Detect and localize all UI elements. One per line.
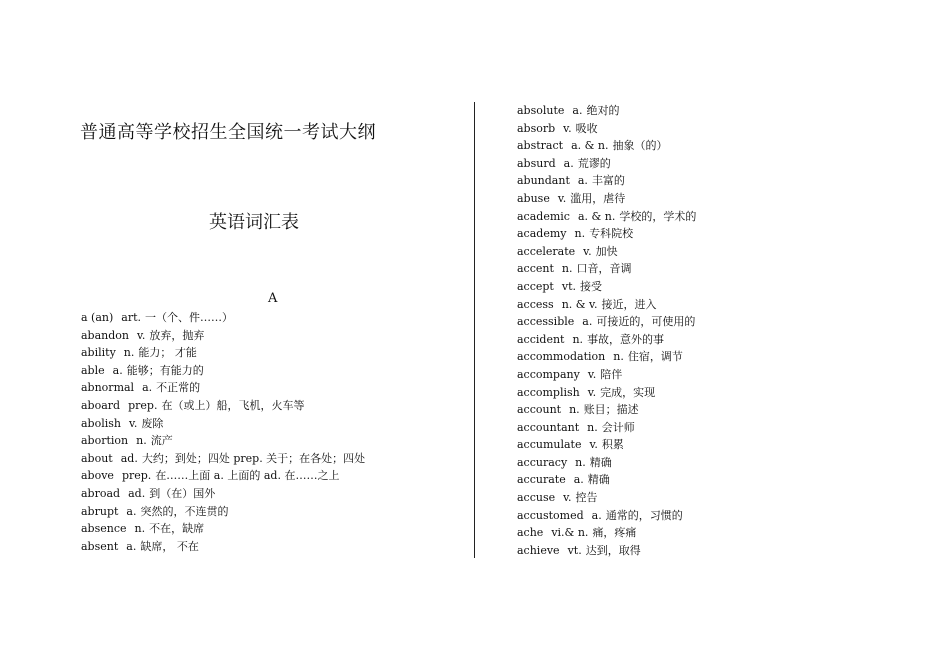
definition: 积累 [601,438,624,452]
definition: 滥用，虐待 [570,191,626,205]
vocab-word: accident [517,332,565,346]
vocab-entry [517,155,696,173]
vocab-word: a (an) [81,311,114,324]
vocab-entry [517,172,696,190]
part-of-speech: a. [126,504,137,518]
definition: 在（或上）船，飞机，火车等 [161,398,305,412]
definition: 加快 [595,244,618,258]
part-of-speech: n. [136,434,147,448]
vocab-entry [517,436,696,454]
vocab-word: abortion [81,434,129,448]
definition: 会计师 [601,420,635,434]
definition: 精确 [587,473,610,487]
vocab-entry [81,327,365,345]
definition: 大约；到处；四处 prep. 关于；在各处；四处 [141,451,366,465]
vocab-entry [81,309,365,327]
vocab-entry [517,542,696,560]
vocab-word: accomplish [517,385,580,399]
part-of-speech: prep. [128,398,158,412]
vocab-word: accent [517,262,554,276]
vocab-word: access [517,297,554,311]
vocab-word: accept [517,279,554,293]
definition: 住宿，调节 [627,350,683,364]
vocab-entry [517,507,696,525]
vocab-entry [517,419,696,437]
vocab-entry [517,454,696,472]
vocab-word: accommodation [517,350,606,364]
vocab-entry [81,415,365,433]
vocab-word: absent [81,539,119,553]
definition: 抽象（的） [612,139,668,153]
vocab-entry [517,471,696,489]
vocab-word: abundant [517,174,570,188]
definition: 突然的，不连贯的 [140,504,229,518]
part-of-speech: n. [574,227,586,241]
vocab-entry [81,538,365,556]
part-of-speech: v. [583,244,592,258]
part-of-speech: vi.& n. [551,526,589,540]
part-of-speech: v. [557,191,567,205]
vocab-word: accuse [517,491,556,505]
part-of-speech: a. [142,381,153,395]
vocab-word: absence [81,522,127,536]
definition: 废除 [141,416,164,430]
part-of-speech: vt. [561,279,576,293]
part-of-speech: v. [589,438,598,452]
vocab-entry [517,137,696,155]
vocab-entry [517,524,696,542]
definition: 专科院校 [589,227,634,241]
vocab-word: account [517,403,562,417]
vocab-entry [517,190,696,208]
part-of-speech: a. & n. [571,139,609,153]
vocab-entry [81,432,365,450]
vocab-word: accessible [517,315,575,329]
vocab-entry [81,379,365,397]
vocab-word: achieve [517,543,560,557]
vocab-word: abrupt [81,504,119,518]
part-of-speech: prep. [121,469,152,483]
definition: 陪伴 [600,367,623,381]
vocab-word: above [81,469,114,483]
part-of-speech: n. [561,262,573,276]
vocab-word: abroad [81,486,121,500]
part-of-speech: art. [121,311,142,324]
part-of-speech: v. [129,416,138,430]
part-of-speech: v. [587,385,597,399]
part-of-speech: a. & n. [577,209,616,223]
part-of-speech: ad. [128,486,146,500]
part-of-speech: a. [126,539,137,553]
left-word-list [81,309,365,555]
vocab-word: accumulate [517,438,582,452]
definition: 流产 [150,434,173,448]
vocab-entry [517,366,696,384]
vocab-entry [517,384,696,402]
vocab-word: accurate [517,473,566,487]
vocab-word: absolute [517,104,565,117]
definition: 通常的，习惯的 [605,508,683,522]
vocab-entry [517,348,696,366]
vocab-entry [517,331,696,349]
definition: 一（个、件……） [145,311,234,324]
vocab-word: abandon [81,328,129,342]
vocab-word: accustomed [517,508,584,522]
part-of-speech: n. [587,420,598,434]
definition: 在……上面 a. 上面的 ad. 在……之上 [155,469,340,483]
part-of-speech: v. [563,491,572,505]
vocab-entry [517,243,696,261]
definition: 精确 [589,455,612,469]
vocab-entry [517,102,696,120]
vocab-word: absorb [517,121,556,135]
definition: 接受 [580,279,602,293]
vocab-entry [517,225,696,243]
vocab-entry [517,120,696,138]
vocab-word: abnormal [81,381,135,395]
definition: 不在，缺席 [149,522,205,536]
vocab-word: accompany [517,367,580,381]
part-of-speech: vt. [567,543,582,557]
vocab-entry [517,401,696,419]
definition: 学校的，学术的 [619,209,697,223]
part-of-speech: a. [573,473,584,487]
vocab-word: about [81,451,113,465]
right-word-list [517,102,696,559]
part-of-speech: n. [613,350,624,364]
vocab-word: academy [517,227,567,241]
definition: 账目；描述 [583,403,639,417]
vocab-entry [81,450,365,468]
part-of-speech: a. [112,363,123,377]
vocab-entry [517,260,696,278]
vocab-word: able [81,363,105,377]
vocab-entry [81,397,365,415]
part-of-speech: n. [569,403,580,417]
part-of-speech: n. & v. [561,297,598,311]
part-of-speech: ad. [120,451,138,465]
definition: 到（在）国外 [149,486,216,500]
vocab-entry [517,208,696,226]
definition: 荒谬的 [577,156,611,170]
vocab-entry [81,362,365,380]
vocab-word: abolish [81,416,121,430]
part-of-speech: a. [572,104,583,117]
vocab-entry [81,520,365,538]
column-divider [474,102,475,558]
part-of-speech: a. [582,315,593,329]
definition: 口音，音调 [576,262,632,276]
vocab-entry [517,278,696,296]
vocab-entry [517,296,696,314]
part-of-speech: v. [563,121,572,135]
section-letter: A [268,291,278,306]
definition: 达到，取得 [585,543,641,557]
definition: 完成，实现 [600,385,656,399]
definition: 绝对的 [586,104,620,117]
vocab-entry [81,485,365,503]
vocab-entry [517,313,696,331]
vocab-word: ache [517,526,544,540]
definition: 可接近的，可使用的 [596,315,696,329]
vocabulary-subtitle: 英语词汇表 [209,212,299,233]
vocab-word: accuracy [517,455,568,469]
definition: 丰富的 [591,174,625,188]
part-of-speech: n. [575,455,586,469]
vocab-entry [81,467,365,485]
vocab-word: abstract [517,139,564,153]
definition: 接近，进入 [601,297,657,311]
vocab-word: abuse [517,191,550,205]
part-of-speech: v. [587,367,597,381]
part-of-speech: v. [137,328,146,342]
definition: 能够；有能力的 [126,363,204,377]
definition: 能力； 才能 [138,346,197,360]
vocab-entry [81,503,365,521]
part-of-speech: n. [123,346,135,360]
page-title: 普通高等学校招生全国统一考试大纲 [80,122,376,143]
definition: 控告 [575,491,598,505]
definition: 缺席， 不在 [140,539,199,553]
definition: 吸收 [575,121,598,135]
vocab-word: accelerate [517,244,576,258]
vocab-entry [517,489,696,507]
vocab-word: ability [81,346,116,360]
vocab-word: academic [517,209,570,223]
definition: 痛，疼痛 [592,526,637,540]
part-of-speech: a. [577,174,588,188]
part-of-speech: n. [134,522,146,536]
definition: 不正常的 [156,381,201,395]
part-of-speech: n. [572,332,584,346]
definition: 放弃，抛弃 [149,328,205,342]
vocab-word: absurd [517,156,556,170]
definition: 事故，意外的事 [587,332,665,346]
vocab-word: accountant [517,420,580,434]
part-of-speech: a. [591,508,602,522]
vocab-word: aboard [81,398,121,412]
part-of-speech: a. [563,156,574,170]
vocab-entry [81,344,365,362]
